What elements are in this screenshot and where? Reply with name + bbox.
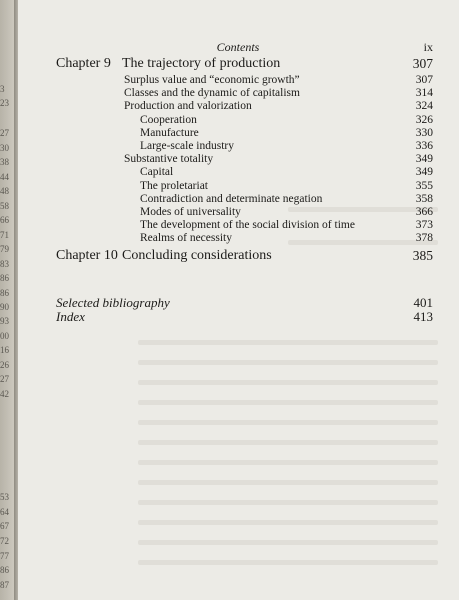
facing-page-number: 38 bbox=[0, 157, 9, 167]
facing-page-number: 27 bbox=[0, 374, 9, 384]
toc-section-page: 314 bbox=[415, 87, 433, 100]
facing-page-number: 71 bbox=[0, 230, 9, 240]
bleed-through-line bbox=[138, 560, 438, 565]
toc-subsection-page: 378 bbox=[415, 232, 433, 245]
bleed-through-line bbox=[138, 460, 438, 465]
toc-subsection: Cooperation bbox=[140, 113, 197, 126]
facing-page-number: 86 bbox=[0, 565, 9, 575]
facing-page-number: 27 bbox=[0, 128, 9, 138]
contents-page bbox=[18, 0, 459, 600]
folio-page-number: ix bbox=[423, 40, 433, 54]
toc-subsection-page: 358 bbox=[415, 192, 433, 205]
toc-subsection: Manufacture bbox=[140, 126, 199, 139]
bleed-through-line bbox=[138, 420, 438, 425]
bleed-through-line bbox=[138, 480, 438, 485]
facing-page-number: 77 bbox=[0, 551, 9, 561]
toc-subsection-page: 326 bbox=[415, 113, 433, 126]
toc-subsection: The development of the social division of time bbox=[140, 219, 355, 232]
back-matter-item-page: 413 bbox=[413, 309, 433, 324]
bleed-through-line bbox=[138, 520, 438, 525]
facing-page-number: 83 bbox=[0, 259, 9, 269]
toc-section: Surplus value and “economic growth” bbox=[124, 74, 300, 86]
facing-page-number: 16 bbox=[0, 345, 9, 355]
toc-subsection-page: 330 bbox=[415, 126, 433, 139]
bleed-through-line bbox=[138, 400, 438, 405]
toc-subsection-page: 366 bbox=[415, 206, 433, 218]
toc-subsection: Realms of necessity bbox=[140, 232, 232, 245]
facing-page-number: 66 bbox=[0, 215, 9, 225]
running-head: Contents bbox=[216, 40, 260, 54]
facing-page-number: 90 bbox=[0, 302, 9, 312]
facing-page-number: 87 bbox=[0, 580, 9, 590]
bleed-through-line bbox=[138, 540, 438, 545]
chapter-title-page: 307 bbox=[412, 56, 433, 71]
facing-page-number: 67 bbox=[0, 521, 9, 531]
facing-page-number: 64 bbox=[0, 507, 9, 517]
facing-page-number: 44 bbox=[0, 172, 9, 182]
toc-section: Classes and the dynamic of capitalism bbox=[124, 87, 300, 100]
toc-subsection-page: 355 bbox=[415, 179, 433, 192]
bleed-through-line bbox=[138, 360, 438, 365]
facing-page-number: 86 bbox=[0, 273, 9, 283]
facing-page-number: 93 bbox=[0, 316, 9, 326]
facing-page-number: 42 bbox=[0, 389, 9, 399]
facing-page-number: 30 bbox=[0, 143, 9, 153]
bleed-through-line bbox=[138, 500, 438, 505]
toc-section: Substantive totality bbox=[124, 153, 214, 166]
facing-page-number: 79 bbox=[0, 244, 9, 254]
bleed-through-line bbox=[138, 440, 438, 445]
chapter-label: Chapter 9 bbox=[56, 56, 111, 71]
toc-subsection: Capital bbox=[140, 166, 174, 179]
toc-subsection: Contradiction and determinate negation bbox=[140, 192, 323, 205]
toc-section-page: 307 bbox=[415, 74, 433, 86]
toc-subsection: The proletariat bbox=[140, 179, 209, 192]
facing-page-number: 53 bbox=[0, 492, 9, 502]
toc-section-page: 349 bbox=[415, 153, 433, 166]
toc-subsection: Large-scale industry bbox=[140, 140, 234, 152]
back-matter-item-page: 401 bbox=[413, 295, 433, 310]
facing-page-number: 72 bbox=[0, 536, 9, 546]
back-matter-item: Selected bibliography bbox=[56, 295, 170, 310]
back-matter-item: Index bbox=[56, 309, 85, 324]
facing-page-number: 86 bbox=[0, 288, 9, 298]
facing-page-number: 58 bbox=[0, 201, 9, 211]
chapter-title-page: 385 bbox=[412, 248, 433, 263]
facing-page-number: 3 bbox=[0, 84, 5, 94]
chapter-title: Concluding considerations bbox=[122, 248, 272, 263]
facing-page-number: 23 bbox=[0, 98, 9, 108]
toc-subsection: Modes of universality bbox=[140, 206, 241, 218]
toc-subsection-page: 373 bbox=[415, 219, 433, 232]
chapter-title: The trajectory of production bbox=[122, 56, 281, 71]
toc-section-page: 324 bbox=[415, 100, 433, 113]
bleed-through-line bbox=[138, 340, 438, 345]
facing-page-number: 00 bbox=[0, 331, 9, 341]
toc-subsection-page: 336 bbox=[415, 140, 433, 152]
bleed-through-line bbox=[138, 380, 438, 385]
toc-section: Production and valorization bbox=[124, 100, 252, 113]
toc-subsection-page: 349 bbox=[415, 166, 433, 179]
chapter-label: Chapter 10 bbox=[56, 248, 118, 263]
facing-page-number: 26 bbox=[0, 360, 9, 370]
facing-page-number: 48 bbox=[0, 186, 9, 196]
